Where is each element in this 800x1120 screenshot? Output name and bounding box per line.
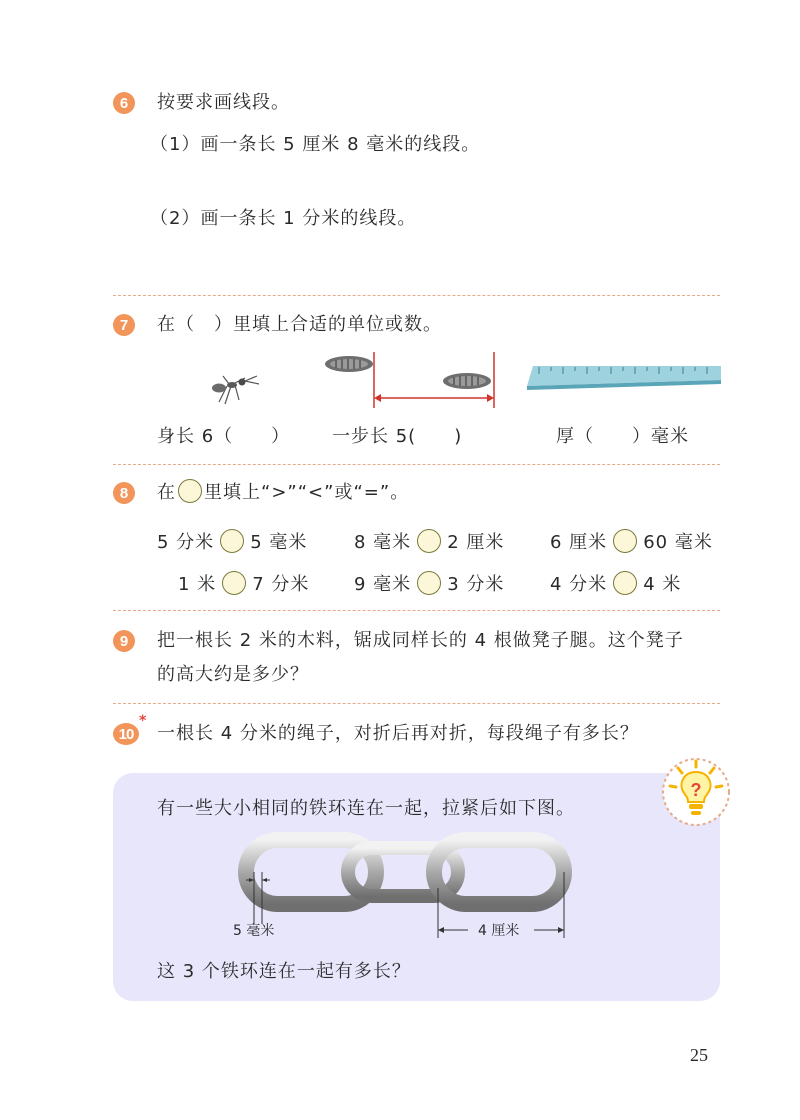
question-8-prompt-end: 里填上“>”“<”或“=”。 <box>204 482 410 503</box>
comparison-item <box>354 570 504 597</box>
comparison-item <box>178 570 309 597</box>
svg-text:?: ? <box>690 780 702 800</box>
question-10-prompt: 一根长 4 分米的绳子，对折后再对折，每段绳子有多长？ <box>157 723 639 744</box>
question-number-7: 7 <box>113 314 135 336</box>
question-7-prompt: 在（ ）里填上合适的单位或数。 <box>157 314 442 335</box>
question-9-line-2: 的高大约是多少？ <box>157 664 309 685</box>
comparison-left: 5 分米 <box>157 532 215 553</box>
comparison-right: 5 毫米 <box>250 532 308 553</box>
label-ring-thickness: 5 毫米 <box>233 923 275 939</box>
lightbulb-question-icon <box>660 756 736 828</box>
comparison-left: 1 米 <box>178 574 217 595</box>
comparison-right: 60 毫米 <box>643 532 713 553</box>
comparison-item <box>550 570 681 597</box>
comparison-right: 3 分米 <box>447 574 505 595</box>
question-number-8: 8 <box>113 482 135 504</box>
comparison-item <box>354 528 504 555</box>
comparison-left: 9 毫米 <box>354 574 412 595</box>
answer-circle[interactable] <box>417 571 441 595</box>
divider <box>113 295 720 296</box>
answer-circle-example <box>178 479 202 503</box>
comparison-item <box>157 528 307 555</box>
chain-links-diagram <box>232 832 582 944</box>
question-6-prompt: 按要求画线段。 <box>157 92 290 113</box>
question-6-part-1: （1）画一条长 5 厘米 8 毫米的线段。 <box>150 134 481 155</box>
divider <box>113 703 720 704</box>
question-number-6: 6 <box>113 92 135 114</box>
question-8-prompt <box>157 481 409 505</box>
blank-ruler-thickness[interactable]: 厚（ ）毫米 <box>556 426 689 447</box>
answer-circle[interactable] <box>220 529 244 553</box>
question-6-part-2: （2）画一条长 1 分米的线段。 <box>150 208 417 229</box>
question-9-line-1: 把一根长 2 米的木料，锯成同样长的 4 根做凳子腿。这个凳子 <box>157 630 684 651</box>
comparison-right: 2 厘米 <box>447 532 505 553</box>
comparison-right: 4 米 <box>643 574 682 595</box>
blank-step-length[interactable]: 一步长 5( ) <box>332 426 463 447</box>
ant-icon <box>205 370 265 410</box>
comparison-right: 7 分米 <box>252 574 310 595</box>
answer-circle[interactable] <box>417 529 441 553</box>
divider <box>113 464 720 465</box>
comparison-left: 6 厘米 <box>550 532 608 553</box>
question-number-10: 10 <box>113 723 139 745</box>
question-number-9: 9 <box>113 630 135 652</box>
footprint-icon <box>320 348 510 410</box>
divider <box>113 610 720 611</box>
comparison-left: 4 分米 <box>550 574 608 595</box>
answer-circle[interactable] <box>613 529 637 553</box>
challenge-star: * <box>139 713 147 729</box>
question-8-prompt-start: 在 <box>157 482 176 503</box>
ruler-icon <box>525 362 725 392</box>
challenge-question: 这 3 个铁环连在一起有多长？ <box>157 961 411 982</box>
answer-circle[interactable] <box>613 571 637 595</box>
challenge-intro: 有一些大小相同的铁环连在一起，拉紧后如下图。 <box>157 798 575 819</box>
label-ring-length: 4 厘米 <box>478 923 520 939</box>
answer-circle[interactable] <box>222 571 246 595</box>
comparison-item <box>550 528 713 555</box>
blank-ant-length[interactable]: 身长 6（ ） <box>157 426 291 447</box>
comparison-left: 8 毫米 <box>354 532 412 553</box>
page-number: 25 <box>690 1045 708 1065</box>
